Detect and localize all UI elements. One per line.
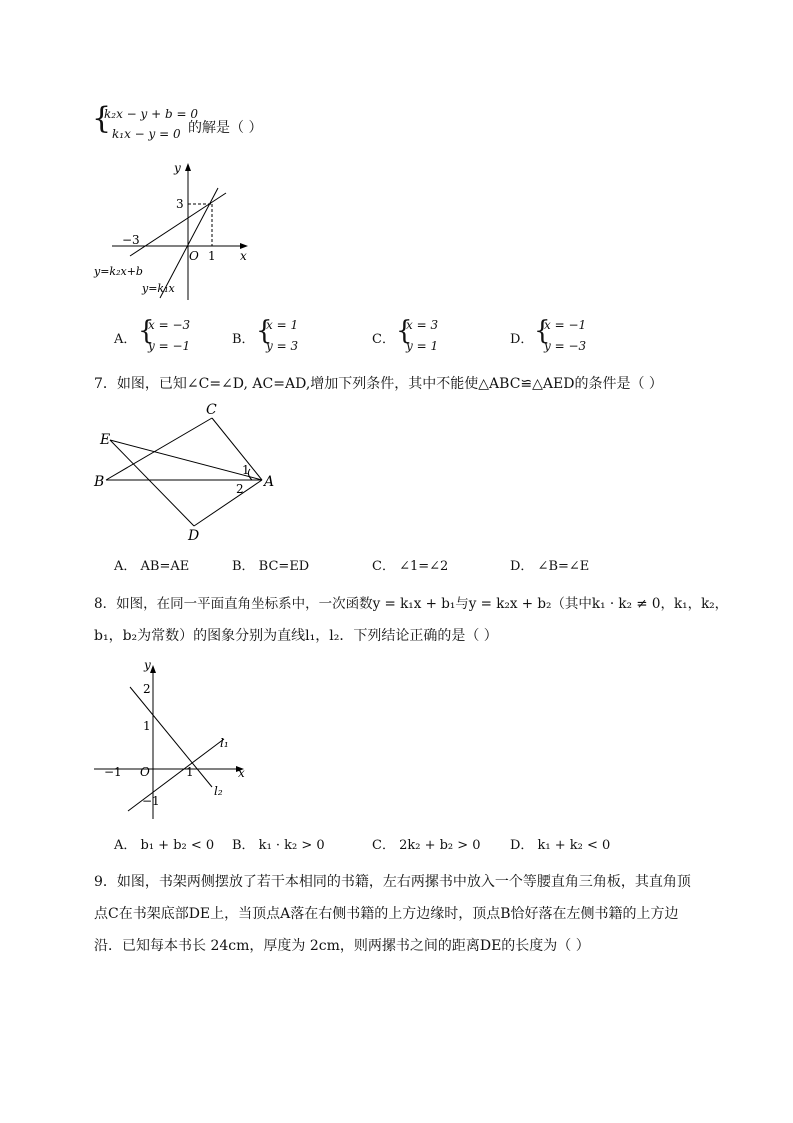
q9-line-1: 9．如图，书架两侧摆放了若干本相同的书籍，左右两摞书中放入一个等腰直角三角板，其直角顶: [94, 874, 691, 890]
segment-CA: [212, 418, 262, 480]
q6-option-d-x: x = −1: [544, 318, 587, 332]
line-label-l2: l₂: [214, 784, 223, 798]
q6-stem-suffix: 的解是（ ）: [188, 120, 263, 136]
q8-option-c: C． 2k₂ + b₂ > 0: [372, 838, 481, 853]
q6-option-c-brace: {: [396, 316, 413, 346]
graph-label-x: x: [238, 766, 245, 780]
y-axis-arrow: [185, 163, 191, 171]
graph-label-origin: O: [140, 765, 150, 779]
q6-option-c-y: y = 1: [406, 339, 439, 353]
q8-option-a: A． b₁ + b₂ < 0: [114, 838, 215, 853]
segment-AD: [194, 480, 262, 526]
graph-label-y: y: [174, 161, 181, 175]
graph-label-1: 1: [208, 249, 216, 263]
line-label-l1: l₁: [220, 736, 229, 750]
system-eq-2: k₁x − y = 0: [112, 127, 181, 141]
q7-figure: [90, 398, 290, 544]
line-label-k1: y=k₁x: [142, 282, 175, 295]
label-B: B: [94, 474, 105, 490]
label-A: A: [264, 474, 275, 490]
q7-option-c: C． ∠1=∠2: [372, 559, 449, 574]
q6-option-a-y: y = −1: [148, 339, 191, 353]
graph-label-neg1x: −1: [104, 765, 122, 779]
q7-option-d: D． ∠B=∠E: [510, 559, 590, 574]
segment-EA: [110, 440, 262, 480]
q6-option-a-brace: {: [138, 316, 155, 346]
graph-label-origin: O: [189, 249, 199, 263]
y-axis-arrow: [150, 665, 156, 673]
q7-option-b: B． BC=ED: [232, 559, 310, 574]
segment-BC: [106, 418, 212, 480]
q9-line-2: 点C在书架底部DE上，当顶点A落在右侧书籍的上方边缘时，顶点B恰好落在左侧书籍的上方边: [94, 906, 679, 922]
label-E: E: [100, 432, 111, 448]
system-eq-1: k₂x − y + b = 0: [104, 107, 198, 121]
system-brace: {: [92, 101, 112, 136]
q6-option-c-x: x = 3: [406, 318, 439, 332]
q6-option-b-brace: {: [256, 316, 273, 346]
q6-option-c-letter: C．: [372, 332, 395, 347]
graph-label-1y: 1: [143, 719, 151, 733]
label-angle-2: 2: [236, 482, 244, 496]
graph-label-x: x: [240, 249, 247, 263]
q7-option-a: A． AB=AE: [114, 559, 190, 574]
q9-line-3: 沿．已知每本书长 24cm，厚度为 2cm，则两摞书之间的距离DE的长度为（ ）: [94, 938, 590, 954]
graph-label-neg1y: −1: [142, 794, 160, 808]
q8-graph: [90, 655, 260, 825]
graph-label-1x: 1: [186, 765, 194, 779]
q8-option-b: B． k₁ · k₂ > 0: [232, 838, 325, 853]
q6-option-a-letter: A．: [114, 332, 137, 347]
q6-graph: [90, 158, 260, 303]
q6-option-d-letter: D．: [510, 332, 534, 347]
graph-label-2: 2: [143, 682, 151, 696]
q6-option-a-x: x = −3: [148, 318, 191, 332]
q6-option-d-brace: {: [534, 316, 551, 346]
label-C: C: [206, 402, 217, 418]
q6-option-b-x: x = 1: [266, 318, 299, 332]
q6-option-b-letter: B．: [232, 332, 255, 347]
graph-label-y: y: [144, 658, 151, 672]
q6-option-b-y: y = 3: [266, 339, 299, 353]
q7-stem: 7．如图，已知∠C=∠D, AC=AD,增加下列条件，其中不能使△ABC≌△AED的条件是（ ）: [94, 376, 663, 392]
q8-stem-line-2: b₁，b₂为常数）的图象分别为直线l₁，l₂．下列结论正确的是（ ）: [94, 628, 498, 644]
q8-stem-line-1: 8．如图，在同一平面直角坐标系中，一次函数y = k₁x + b₁与y = k₂x + b₂（其中k₁ · k₂ ≠ 0，k₁，k₂，: [94, 596, 729, 612]
label-D: D: [188, 528, 200, 544]
line-label-k2: y=k₂x+b: [94, 265, 143, 278]
label-angle-1: 1: [242, 463, 250, 477]
q8-option-d: D． k₁ + k₂ < 0: [510, 838, 611, 853]
q6-option-d-y: y = −3: [544, 339, 587, 353]
graph-label-3: 3: [176, 197, 184, 211]
graph-label-neg3: −3: [122, 233, 140, 247]
